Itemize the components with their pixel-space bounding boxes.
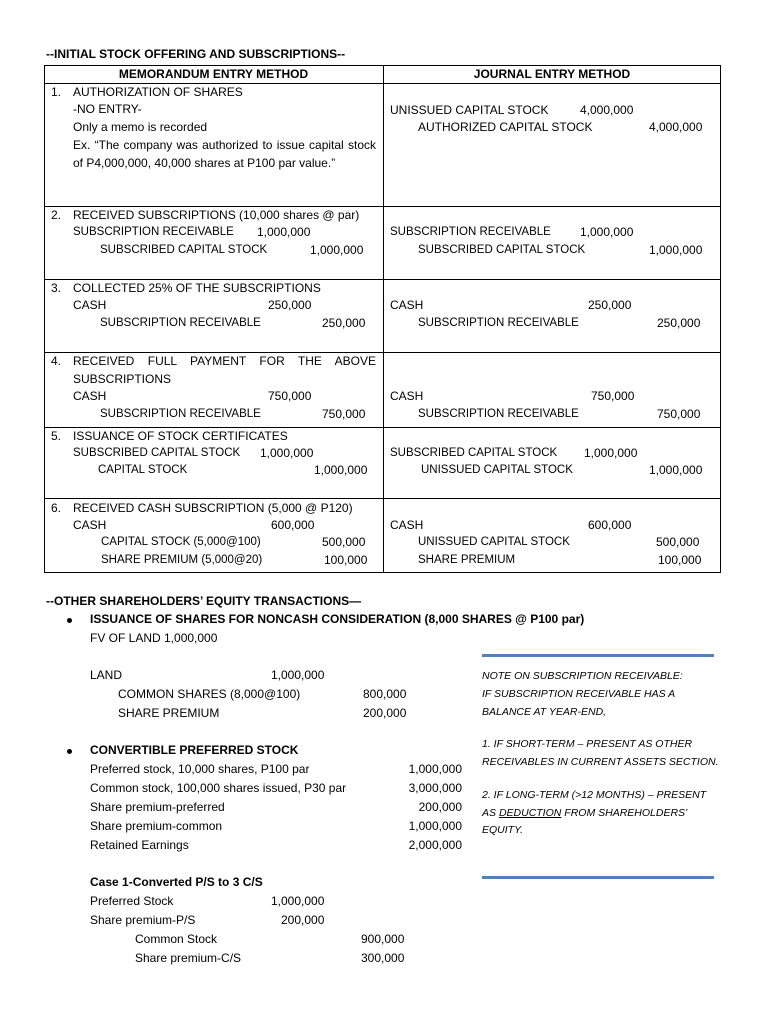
noncash-debit: LAND bbox=[90, 668, 123, 682]
row6-memo-credit1-amount: 500,000 bbox=[322, 535, 366, 549]
note-line: 2. IF LONG-TERM (>12 MONTHS) – PRESENT bbox=[482, 789, 707, 801]
noncash-fair-value: FV OF LAND 1,000,000 bbox=[90, 631, 218, 645]
case1-debit1: Preferred Stock bbox=[90, 894, 174, 908]
row3-memo-credit: SUBSCRIPTION RECEIVABLE bbox=[100, 317, 261, 329]
section-title-initial-offering: --INITIAL STOCK OFFERING AND SUBSCRIPTIONS-- bbox=[46, 47, 346, 61]
row3-memo-debit: CASH bbox=[73, 298, 107, 312]
section-title-other-equity: --OTHER SHAREHOLDERS’ EQUITY TRANSACTIONS— bbox=[46, 594, 362, 608]
row2-number: 2. bbox=[51, 208, 62, 222]
row1-example: Ex. “The company was authorized to issue capital stock of P4,000,000, 40,000 shares at P100 par value.” bbox=[73, 138, 376, 170]
row3-journal-debit: CASH bbox=[390, 298, 424, 312]
row4-journal-debit-amount: 750,000 bbox=[591, 389, 635, 403]
row4-memo-debit-amount: 750,000 bbox=[268, 389, 312, 403]
row1-title: AUTHORIZATION OF SHARES bbox=[73, 85, 243, 99]
row2-memo-credit: SUBSCRIBED CAPITAL STOCK bbox=[100, 244, 268, 256]
row2-journal-debit: SUBSCRIPTION RECEIVABLE bbox=[390, 226, 551, 238]
row2-memo-debit: SUBSCRIPTION RECEIVABLE bbox=[73, 226, 234, 238]
case1-credit1: Common Stock bbox=[135, 932, 218, 946]
note-line: 1. IF SHORT-TERM – PRESENT AS OTHER bbox=[482, 738, 693, 750]
note-line: EQUITY. bbox=[482, 824, 524, 836]
row6-memo-credit1: CAPITAL STOCK (5,000@100) bbox=[101, 536, 261, 548]
row2-memo-credit-amount: 1,000,000 bbox=[310, 243, 364, 257]
row6-memo-credit2: SHARE PREMIUM (5,000@20) bbox=[101, 554, 263, 566]
row6-number: 6. bbox=[51, 501, 62, 515]
row6-memo-debit-amount: 600,000 bbox=[271, 518, 315, 532]
row2-journal-credit: SUBSCRIBED CAPITAL STOCK bbox=[418, 244, 586, 256]
row5-memo-credit: CAPITAL STOCK bbox=[98, 464, 188, 476]
row1-memo-line: Only a memo is recorded bbox=[73, 120, 208, 134]
case1-debit2: Share premium-P/S bbox=[90, 913, 196, 927]
row5-number: 5. bbox=[51, 429, 62, 443]
convertible-item-label: Preferred stock, 10,000 shares, P100 par bbox=[90, 762, 310, 776]
row5-memo-credit-amount: 1,000,000 bbox=[314, 463, 368, 477]
convertible-item-label: Share premium-preferred bbox=[90, 800, 225, 814]
convertible-item-label: Share premium-common bbox=[90, 819, 223, 833]
row6-journal-credit1: UNISSUED CAPITAL STOCK bbox=[418, 536, 570, 548]
case1-title: Case 1-Converted P/S to 3 C/S bbox=[90, 875, 263, 889]
row1-journal-credit: AUTHORIZED CAPITAL STOCK bbox=[418, 120, 593, 134]
note-line: RECEIVABLES IN CURRENT ASSETS SECTION. bbox=[482, 756, 719, 768]
row5-journal-credit: UNISSUED CAPITAL STOCK bbox=[421, 464, 573, 476]
case1-debit1-amount: 1,000,000 bbox=[271, 894, 325, 908]
note-text: FROM SHAREHOLDERS’ bbox=[561, 807, 688, 819]
convertible-item-amount: 3,000,000 bbox=[408, 781, 462, 795]
case1-credit1-amount: 900,000 bbox=[361, 932, 405, 946]
convertible-item-amount: 2,000,000 bbox=[408, 838, 462, 852]
noncash-debit-amount: 1,000,000 bbox=[271, 668, 325, 682]
row6-memo-debit: CASH bbox=[73, 518, 107, 532]
convertible-item-amount: 200,000 bbox=[418, 800, 462, 814]
row2-title: RECEIVED SUBSCRIPTIONS (10,000 shares @ par) bbox=[73, 208, 360, 222]
noncash-credit2-amount: 200,000 bbox=[363, 706, 407, 720]
row4-memo-credit: SUBSCRIPTION RECEIVABLE bbox=[100, 408, 261, 420]
row5-journal-credit-amount: 1,000,000 bbox=[649, 463, 703, 477]
note-line bbox=[482, 806, 687, 821]
row4-journal-debit: CASH bbox=[390, 389, 424, 403]
noncash-credit1-amount: 800,000 bbox=[363, 687, 407, 701]
note-deduction-underlined: DEDUCTION bbox=[498, 807, 562, 819]
note-top-rule bbox=[482, 654, 714, 657]
memo-method-header: MEMORANDUM ENTRY METHOD bbox=[118, 67, 309, 81]
noncash-credit1: COMMON SHARES (8,000@100) bbox=[118, 687, 301, 701]
row4-title-line2: SUBSCRIPTIONS bbox=[73, 372, 172, 386]
row3-journal-debit-amount: 250,000 bbox=[588, 298, 632, 312]
row3-title: COLLECTED 25% OF THE SUBSCRIPTIONS bbox=[73, 281, 321, 295]
row5-journal-debit: SUBSCRIBED CAPITAL STOCK bbox=[390, 447, 558, 459]
bullet-icon bbox=[67, 749, 72, 754]
row1-number: 1. bbox=[51, 85, 62, 99]
row1-no-entry: -NO ENTRY- bbox=[73, 102, 142, 116]
row6-journal-credit2-amount: 100,000 bbox=[658, 553, 702, 567]
row4-journal-credit-amount: 750,000 bbox=[657, 407, 701, 421]
convertible-title: CONVERTIBLE PREFERRED STOCK bbox=[90, 743, 299, 757]
convertible-item-label: Common stock, 100,000 shares issued, P30 par bbox=[90, 781, 347, 795]
row6-journal-credit2: SHARE PREMIUM bbox=[418, 554, 516, 566]
row1-journal-debit-amount: 4,000,000 bbox=[580, 103, 634, 117]
row4-journal-credit: SUBSCRIPTION RECEIVABLE bbox=[418, 408, 579, 420]
row3-journal-credit-amount: 250,000 bbox=[657, 316, 701, 330]
row4-title-line1: RECEIVED FULL PAYMENT FOR THE ABOVE bbox=[73, 354, 376, 368]
row3-journal-credit: SUBSCRIPTION RECEIVABLE bbox=[418, 317, 579, 329]
row1-journal-debit: UNISSUED CAPITAL STOCK bbox=[390, 103, 549, 117]
case1-credit2-amount: 300,000 bbox=[361, 951, 405, 965]
noncash-title: ISSUANCE OF SHARES FOR NONCASH CONSIDERATION (8,000 SHARES @ P100 par) bbox=[90, 612, 585, 626]
bullet-icon bbox=[67, 618, 72, 623]
row2-journal-credit-amount: 1,000,000 bbox=[649, 243, 703, 257]
row6-journal-debit: CASH bbox=[390, 518, 424, 532]
row3-memo-debit-amount: 250,000 bbox=[268, 298, 312, 312]
row1-journal-credit-amount: 4,000,000 bbox=[649, 120, 703, 134]
row4-memo-credit-amount: 750,000 bbox=[322, 407, 366, 421]
row6-journal-debit-amount: 600,000 bbox=[588, 518, 632, 532]
convertible-item-amount: 1,000,000 bbox=[408, 762, 462, 776]
row5-journal-debit-amount: 1,000,000 bbox=[584, 446, 638, 460]
note-line: IF SUBSCRIPTION RECEIVABLE HAS A bbox=[482, 688, 676, 700]
case1-credit2: Share premium-C/S bbox=[135, 951, 242, 965]
row3-memo-credit-amount: 250,000 bbox=[322, 316, 366, 330]
journal-method-header: JOURNAL ENTRY METHOD bbox=[473, 67, 631, 81]
case1-debit2-amount: 200,000 bbox=[281, 913, 325, 927]
row6-journal-credit1-amount: 500,000 bbox=[656, 535, 700, 549]
row5-title: ISSUANCE OF STOCK CERTIFICATES bbox=[73, 429, 288, 443]
note-bottom-rule bbox=[482, 876, 714, 879]
row2-memo-debit-amount: 1,000,000 bbox=[257, 225, 311, 239]
note-text: AS bbox=[482, 807, 499, 819]
row5-memo-debit: SUBSCRIBED CAPITAL STOCK bbox=[73, 447, 241, 459]
row6-memo-credit2-amount: 100,000 bbox=[324, 553, 368, 567]
row4-number: 4. bbox=[51, 354, 62, 368]
row3-number: 3. bbox=[51, 281, 62, 295]
convertible-item-label: Retained Earnings bbox=[90, 838, 189, 852]
row6-title: RECEIVED CASH SUBSCRIPTION (5,000 @ P120) bbox=[73, 501, 353, 515]
noncash-credit2: SHARE PREMIUM bbox=[118, 706, 220, 720]
row2-journal-debit-amount: 1,000,000 bbox=[580, 225, 634, 239]
row4-memo-debit: CASH bbox=[73, 389, 107, 403]
note-line: BALANCE AT YEAR-END, bbox=[482, 706, 607, 718]
convertible-item-amount: 1,000,000 bbox=[408, 819, 462, 833]
row5-memo-debit-amount: 1,000,000 bbox=[260, 446, 314, 460]
note-heading: NOTE ON SUBSCRIPTION RECEIVABLE: bbox=[482, 670, 683, 682]
